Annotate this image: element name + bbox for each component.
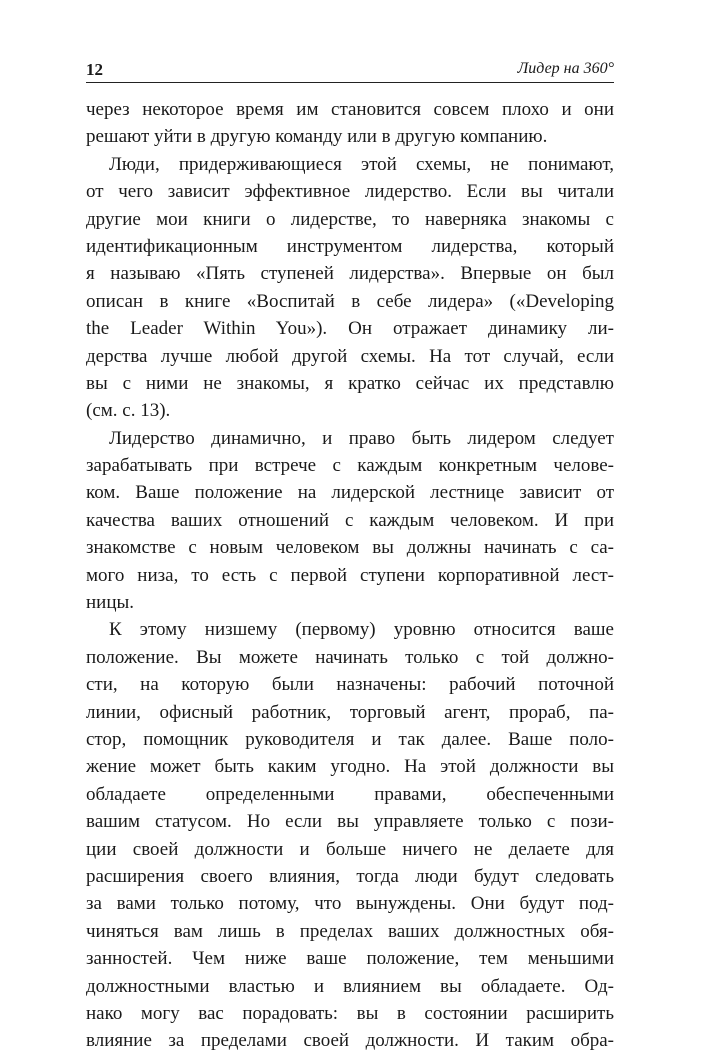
text-line: качества ваших отношений с каждым человеком. И при [86, 509, 614, 531]
text-line: сти, на которую были назначены: рабочий поточной [86, 674, 614, 696]
text-line: знакомстве с новым человеком вы должны начинать с са- [86, 537, 614, 559]
text-line: чиняться вам лишь в пределах ваших должностных обя- [86, 920, 614, 942]
text-line: жение может быть каким угодно. На этой должности вы [86, 756, 614, 778]
text-line: решают уйти в другую команду или в другую компанию. [86, 126, 548, 148]
text-line: линии, офисный работник, торговый агент, прораб, па- [86, 701, 614, 723]
text-line: вашим статусом. Но если вы управляете только с пози- [86, 811, 614, 833]
page-number: 12 [86, 60, 103, 79]
text-line: К этому низшему (первому) уровню относится ваше [109, 619, 614, 641]
body-text [86, 96, 614, 1055]
text-line: стор, помощник руководителя и так далее. Ваше поло- [86, 728, 614, 750]
text-line: мого низа, то есть с первой ступени корпоративной лест- [86, 564, 614, 586]
text-line: ком. Ваше положение на лидерской лестнице зависит от [86, 482, 614, 504]
text-line: описан в книге «Воспитай в себе лидера» («Developing [86, 290, 614, 312]
text-line: от чего зависит эффективное лидерство. Если вы читали [86, 181, 614, 203]
text-line: дерства лучше любой другой схемы. На тот случай, если [86, 345, 614, 367]
text-line: Люди, придерживающиеся этой схемы, не понимают, [109, 153, 614, 175]
text-line: обладаете определенными правами, обеспеченными [86, 783, 614, 805]
text-line: нако могу вас порадовать: вы в состоянии расширить [86, 1002, 614, 1024]
text-line: положение. Вы можете начинать только с той должно- [86, 646, 614, 668]
text-line: должностными властью и влиянием вы обладаете. Од- [86, 975, 614, 997]
text-line: другие мои книги о лидерстве, то наверняка знакомы с [86, 208, 614, 230]
text-line: зарабатывать при встрече с каждым конкретным челове- [86, 455, 614, 477]
text-line: за вами только потому, что вынуждены. Они будут под- [86, 893, 614, 915]
text-line: занностей. Чем ниже ваше положение, тем меньшими [86, 948, 614, 970]
text-line: расширения своего влияния, тогда люди будут следовать [86, 865, 614, 887]
text-line: через некоторое время им становится совсем плохо и они [86, 99, 614, 120]
text-line: ницы. [86, 592, 135, 614]
text-line: ции своей должности и больше ничего не делаете для [86, 838, 614, 860]
text-line: (см. с. 13). [86, 400, 171, 422]
page-header [86, 52, 614, 83]
text-line: влияние за пределами своей должности. И таким обра- [86, 1030, 614, 1052]
text-line: я называю «Пять ступеней лидерства». Впервые он был [86, 263, 614, 285]
text-line: идентификационным инструментом лидерства, который [86, 235, 614, 257]
text-line: the Leader Within You»). Он отражает динамику ли- [86, 318, 614, 340]
text-line: вы с ними не знакомы, я кратко сейчас их представлю [86, 372, 614, 394]
text-line: Лидерство динамично, и право быть лидером следует [109, 427, 614, 449]
running-title: Лидер на 360° [517, 60, 614, 77]
